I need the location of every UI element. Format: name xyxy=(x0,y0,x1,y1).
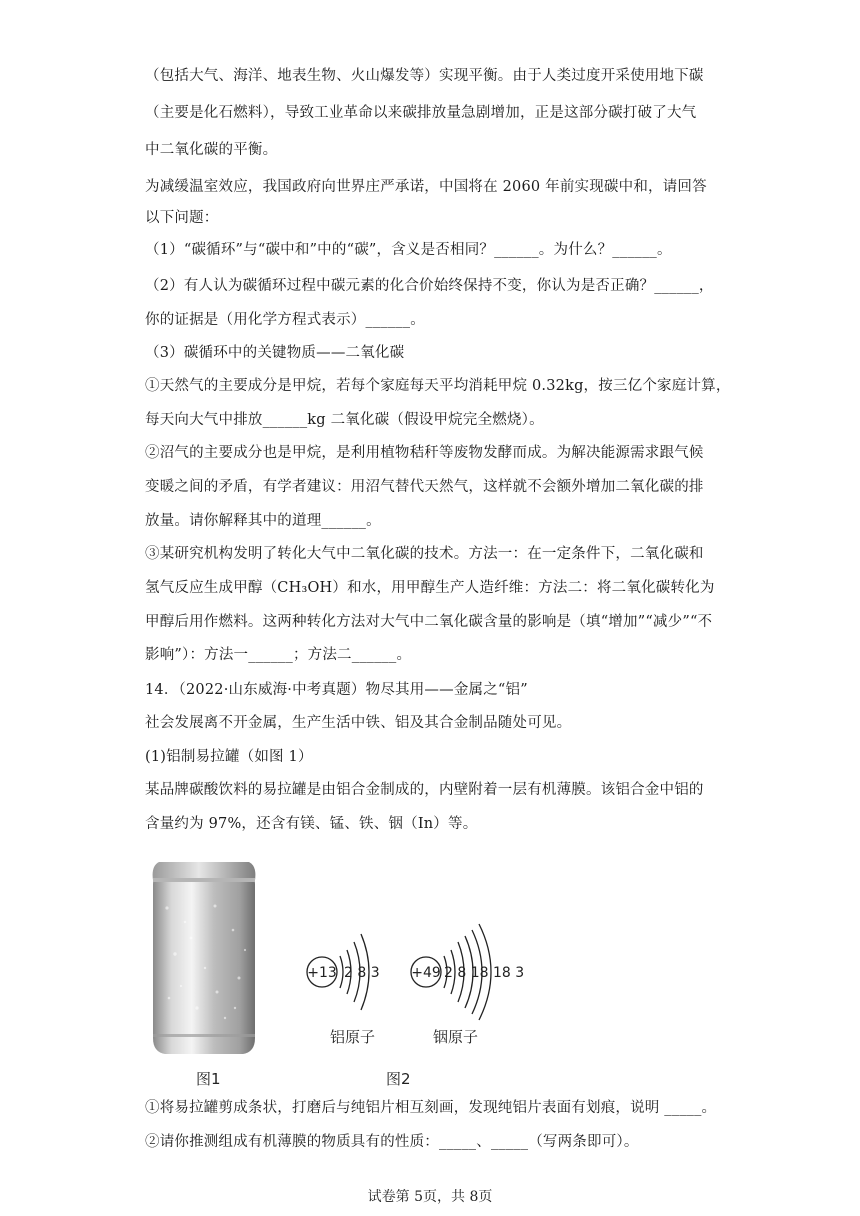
question-1: （1）“碳循环”与“碳中和”中的“碳”，含义是否相同？______。为什么？______。 xyxy=(145,242,672,258)
text-line: 变暖之间的矛盾，有学者建议：用沼气替代天然气，这样就不会额外增加二氧化碳的排 xyxy=(145,479,704,495)
sub-question-1: ①将易拉罐剪成条状，打磨后与纯铝片相互刻画，发现纯铝片表面有划痕，说明 _____。 xyxy=(145,1100,717,1116)
text-line: 放量。请你解释其中的道理______。 xyxy=(145,513,381,529)
sub-question-2: ②请你推测组成有机薄膜的物质具有的性质：_____、_____（写两条即可）。 xyxy=(145,1134,639,1150)
question-3: （3）碳循环中的关键物质——二氧化碳 xyxy=(145,345,405,361)
question-2: （2）有人认为碳循环过程中碳元素的化合价始终保持不变，你认为是否正确？______， xyxy=(145,278,714,294)
text-line: 氢气反应生成甲醇（CH₃OH）和水，用甲醇生产人造纤维：方法二：将二氧化碳转化为 xyxy=(145,580,715,596)
text-line: 社会发展离不开金属，生产生活中铁、铝及其合金制品随处可见。 xyxy=(145,715,572,731)
question-14-header: 14．（2022·山东威海·中考真题）物尽其用——金属之“铝” xyxy=(145,682,528,698)
indium-electron-counts: 2 8 18 18 3 xyxy=(444,965,525,981)
figure-1-caption: 图1 xyxy=(196,1070,221,1088)
atom-structure-diagram xyxy=(300,892,530,1052)
text-line: 中二氧化碳的平衡。 xyxy=(145,142,278,158)
sub-question-3: ③某研究机构发明了转化大气中二氧化碳的技术。方法一：在一定条件下，二氧化碳和 xyxy=(145,546,704,562)
aluminum-nucleus-label: +13 xyxy=(307,965,337,981)
text-line: 某品牌碳酸饮料的易拉罐是由铝合金制成的，内壁附着一层有机薄膜。该铝合金中铝的 xyxy=(145,782,704,798)
text-line: 含量约为 97%，还含有镁、锰、铁、铟（In）等。 xyxy=(145,816,478,832)
text-line: （主要是化石燃料），导致工业革命以来碳排放量急剧增加，正是这部分碳打破了大气 xyxy=(145,105,697,121)
text-line: 甲醇后用作燃料。这两种转化方法对大气中二氧化碳含量的影响是（填“增加”“减少”“不 xyxy=(145,614,713,630)
part-1-header: (1)铝制易拉罐（如图 1） xyxy=(145,749,313,765)
text-line: 以下问题： xyxy=(145,210,219,226)
text-line: 每天向大气中排放______kg 二氧化碳（假设甲烷完全燃烧）。 xyxy=(145,412,544,428)
text-line: 影响”）：方法一______；方法二______。 xyxy=(145,647,412,663)
aluminum-atom-name: 铝原子 xyxy=(330,1028,376,1046)
page-footer: 试卷第 5页，共 8页 xyxy=(367,1189,493,1205)
soda-can-image xyxy=(145,858,263,1058)
text-line: 你的证据是（用化学方程式表示）______。 xyxy=(145,312,425,328)
text-line: （包括大气、海洋、地表生物、火山爆发等）实现平衡。由于人类过度开采使用地下碳 xyxy=(145,68,704,84)
aluminum-electron-counts: 2 8 3 xyxy=(344,965,380,981)
text-line: 为减缓温室效应，我国政府向世界庄严承诺，中国将在 2060 年前实现碳中和，请回答 xyxy=(145,179,707,195)
indium-atom-name: 铟原子 xyxy=(433,1028,479,1046)
indium-nucleus-label: +49 xyxy=(411,965,441,981)
figure-2-caption: 图2 xyxy=(386,1070,411,1088)
figure-area xyxy=(140,852,560,1092)
sub-question-1: ①天然气的主要成分是甲烷，若每个家庭每天平均消耗甲烷 0.32kg，按三亿个家庭计算， xyxy=(145,378,731,394)
sub-question-2: ②沼气的主要成分也是甲烷，是利用植物秸秆等废物发酵而成。为解决能源需求跟气候 xyxy=(145,445,704,461)
